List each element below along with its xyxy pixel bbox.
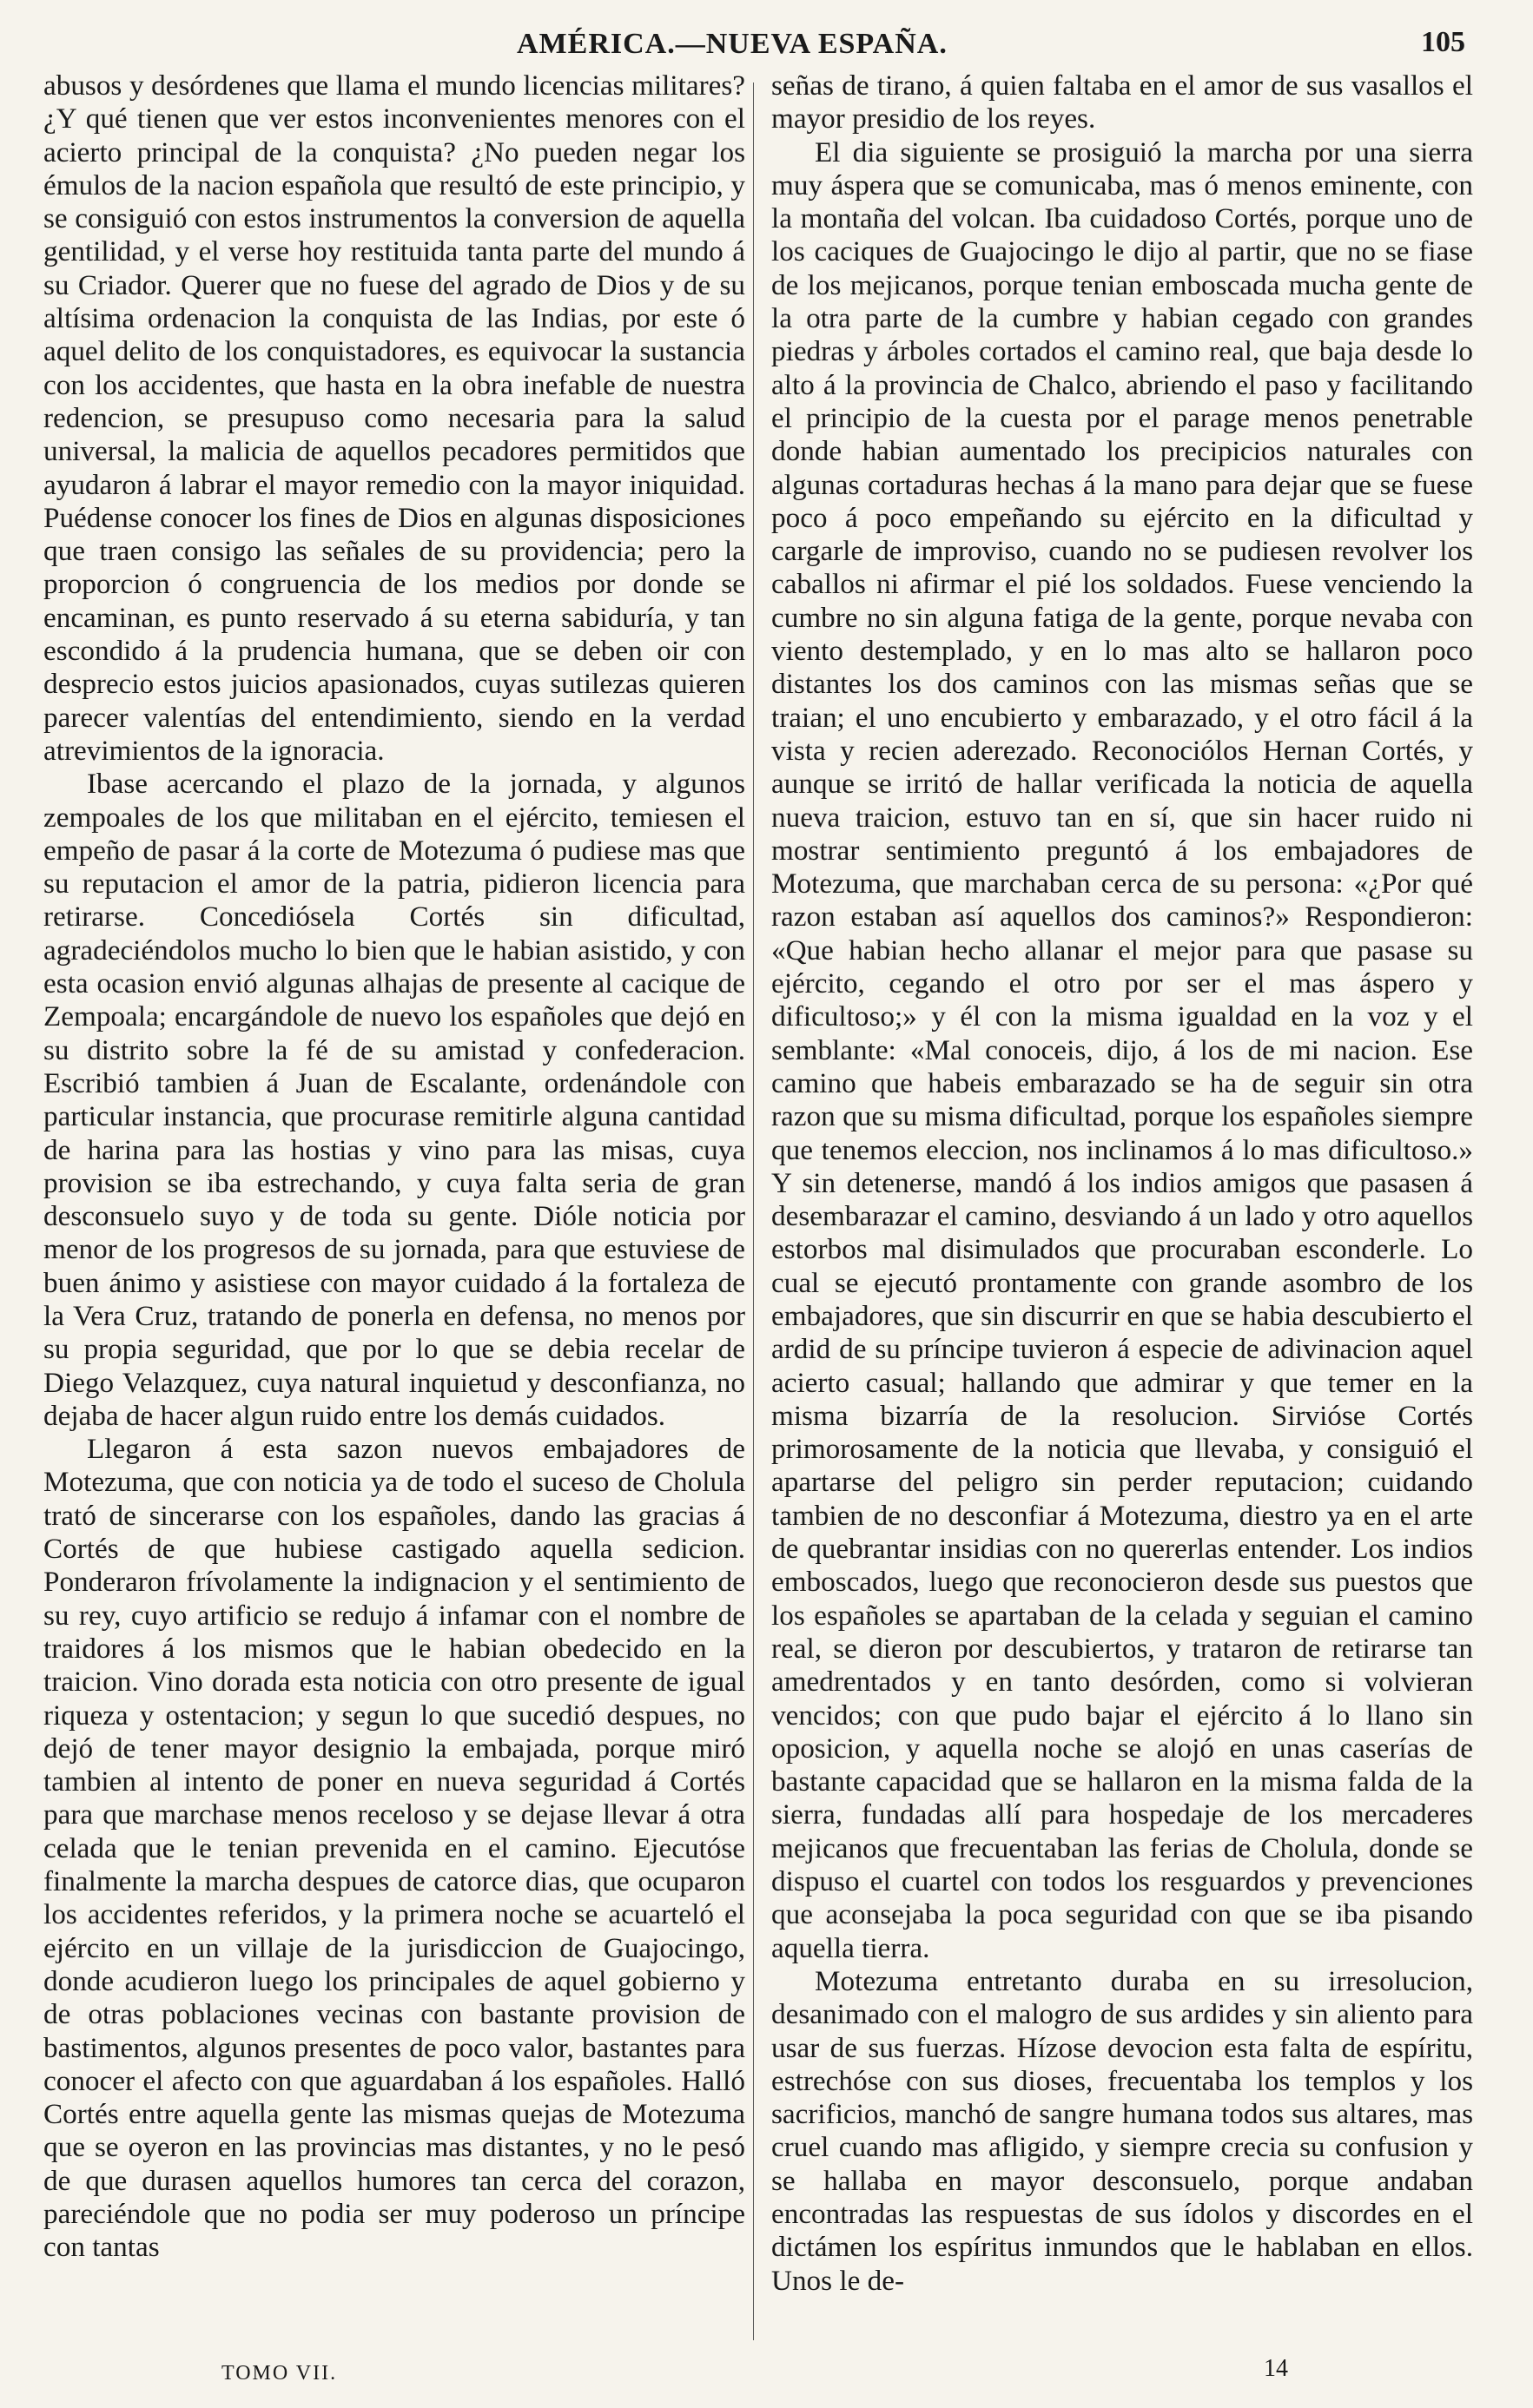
right-column: [771, 69, 1473, 2298]
paragraph: abusos y desórdenes que llama el mundo licencias militares? ¿Y qué tienen que ver estos inconvenientes menores con el acierto principal de la conquista? ¿No pueden negar los émulos de la nacion española que resultó de este principio, y se consiguió con estos instrumentos la conversion de aquella gentilidad, y el verse hoy restituida tanta parte del mundo á su Criador. Querer que no fuese del agrado de Dios y de su altísima ordenacion la conquista de las Indias, por este ó aquel delito de los conquistadores, es equivocar la sustancia con los accidentes, que hasta en la obra inefable de nuestra redencion, se presupuso como necesaria para la salud universal, la malicia de aquellos pecadores permitidos que ayudaron á labrar el mayor remedio con la mayor iniquidad. Puédense conocer los fines de Dios en algunas disposiciones que traen consigo las señales de su providencia; pero la proporcion ó congruencia de los medios por donde se encaminan, es punto reservado á su eterna sabiduría, y tan escondido á la prudencia humana, que se deben oir con desprecio estos juicios apasionados, cuyas sutilezas quieren parecer valentías del entendimiento, siendo en la verdad atrevimientos de la ignoracia.: [43, 69, 745, 767]
left-column: [43, 69, 745, 2265]
column-divider: [753, 82, 754, 2340]
running-title: AMÉRICA.—NUEVA ESPAÑA.: [517, 28, 948, 60]
paragraph: Ibase acercando el plazo de la jornada, y algunos zempoales de los que militaban en el ejército, temiesen el empeño de pasar á la corte de Motezuma ó pudiese mas que su reputacion el amor de la patria, pidieron licencia para retirarse. Concediósela Cortés sin dificultad, agradeciéndolos mucho lo bien que le habian asistido, y con esta ocasion envió algunas alhajas de presente al cacique de Zempoala; encargándole de nuevo los españoles que dejó en su distrito sobre la fé de su amistad y confederacion. Escribió tambien á Juan de Escalante, ordenándole con particular instancia, que procurase remitirle alguna cantidad de harina para las hostias y vino para las misas, cuya provision se iba estrechando, y cuya falta seria de gran desconsuelo suyo y de toda su gente. Dióle noticia por menor de los progresos de su jornada, para que estuviese de buen ánimo y asistiese con mayor cuidado á la fortaleza de la Vera Cruz, tratando de ponerla en defensa, no menos por su propia seguridad, que por lo que se debia recelar de Diego Velazquez, cuya natural inquietud y desconfianza, no dejaba de hacer algun ruido entre los demás cuidados.: [43, 768, 745, 1432]
volume-mark: TOMO VII.: [221, 2362, 338, 2385]
sheet-number: 14: [1264, 2355, 1288, 2382]
paragraph: El dia siguiente se prosiguió la marcha por una sierra muy áspera que se comunicaba, mas ó menos eminente, con la montaña del volcan. Iba cuidadoso Cortés, porque uno de los caciques de Guajocingo le dijo al partir, que no se fiase de los mejicanos, porque tenian emboscada mucha gente de la otra parte de la cumbre y habian cegado con grandes piedras y árboles cortados el camino real, que baja desde lo alto á la provincia de Chalco, abriendo el paso y facilitando el principio de la cuesta por el parage menos penetrable donde habian aumentado los precipicios naturales con algunas cortaduras hechas á la mano para dejar que se fuese poco á poco empeñando su ejército en la dificultad y cargarle de improviso, cuando no se pudiesen revolver los caballos ni afirmar el pié los soldados. Fuese venciendo la cumbre no sin alguna fatiga de la gente, porque nevaba con viento destemplado, y en lo mas alto se hallaron poco distantes los dos caminos con las mismas señas que se traian; el uno encubierto y embarazado, y el otro fácil á la vista y recien aderezado. Reconociólos Hernan Cortés, y aunque se irritó de hallar verificada la noticia de aquella nueva traicion, estuvo tan en sí, que sin hacer ruido ni mostrar sentimiento preguntó á los embajadores de Motezuma, que marchaban cerca de su persona: «¿Por qué razon estaban así aquellos dos caminos?» Respondieron: «Que habian hecho allanar el mejor para que pasase su ejército, cegando el otro por ser el mas áspero y dificultoso;» y él con la misma igualdad en la voz y el semblante: «Mal conoceis, dijo, á los de mi nacion. Ese camino que habeis embarazado se ha de seguir sin otra razon que su misma dificultad, porque los españoles siempre que tenemos eleccion, nos inclinamos á lo mas dificultoso.» Y sin detenerse, mandó á los indios amigos que pasasen á desembarazar el camino, desviando á un lado y otro aquellos estorbos mal disimulados que procuraban esconderle. Lo cual se ejecutó prontamente con grande asombro de los embajadores, que sin discurrir en que se habia descubierto el ardid de su príncipe tuvieron á especie de adivinacion aquel acierto casual; hallando que admirar y que temer en la misma bizarría de la resolucion. Sirvióse Cortés primorosamente de la noticia que llevaba, y consiguió el apartarse del peligro sin perder reputacion; cuidando tambien de no desconfiar á Motezuma, diestro ya en el arte de quebrantar insidias con no quererlas entender. Los indios emboscados, luego que reconocieron desde sus puestos que los españoles se apartaban de la celada y seguian el camino real, se dieron por descubiertos, y trataron de retirarse tan amedrentados y en tanto desórden, como si volvieran vencidos; con que pudo bajar el ejército á lo llano sin oposicion, y aquella noche se alojó en unas caserías de bastante capacidad que se hallaron en la misma falda de la sierra, fundadas allí para hospedaje de los mercaderes mejicanos que frecuentaban las ferias de Cholula, donde se dispuso el cuartel con todos los resguardos y prevenciones que aconsejaba la poca seguridad con que se iba pisando aquella tierra.: [771, 135, 1473, 1964]
paragraph: señas de tirano, á quien faltaba en el amor de sus vasallos el mayor presidio de los reyes.: [771, 69, 1473, 135]
paragraph: Llegaron á esta sazon nuevos embajadores de Motezuma, que con noticia ya de todo el suceso de Cholula trató de sincerarse con los españoles, dando las gracias á Cortés de que hubiese castigado aquella sedicion. Ponderaron frívolamente la indignacion y el sentimiento de su rey, cuyo artificio se redujo á infamar con el nombre de traidores á los mismos que le habian obedecido en la traicion. Vino dorada esta noticia con otro presente de igual riqueza y ostentacion; y segun lo que sucedió despues, no dejó de tener mayor designio la embajada, porque miró tambien al intento de poner en nueva seguridad á Cortés para que marchase menos receloso y se dejase llevar á otra celada que le tenian prevenida en el camino. Ejecutóse finalmente la marcha despues de catorce dias, que ocuparon los accidentes referidos, y la primera noche se acuarteló el ejército en un villaje de la jurisdiccion de Guajocingo, donde acudieron luego los principales de aquel gobierno y de otras poblaciones vecinas con bastante provision de bastimentos, algunos presentes de poco valor, bastantes para conocer el afecto con que aguardaban á los españoles. Halló Cortés entre aquella gente las mismas quejas de Motezuma que se oyeron en las provincias mas distantes, y no le pesó de que durasen aquellos humores tan cerca del corazon, pareciéndole que no podia ser muy poderoso un príncipe con tantas: [43, 1433, 745, 2264]
paragraph: Motezuma entretanto duraba en su irresolucion, desanimado con el malogro de sus ardides y sin aliento para usar de sus fuerzas. Hízose devocion esta falta de espíritu, estrechóse con sus dioses, frecuentaba los templos y los sacrificios, manchó de sangre humana todos sus altares, mas cruel cuando mas afligido, y siempre crecia su confusion y se hallaba en mayor desconsuelo, porque andaban encontradas las respuestas de sus ídolos y discordes en el dictámen los espíritus inmundos que le hablaban en ellos. Unos le de-: [771, 1964, 1473, 2297]
page-number: 105: [1421, 26, 1465, 58]
